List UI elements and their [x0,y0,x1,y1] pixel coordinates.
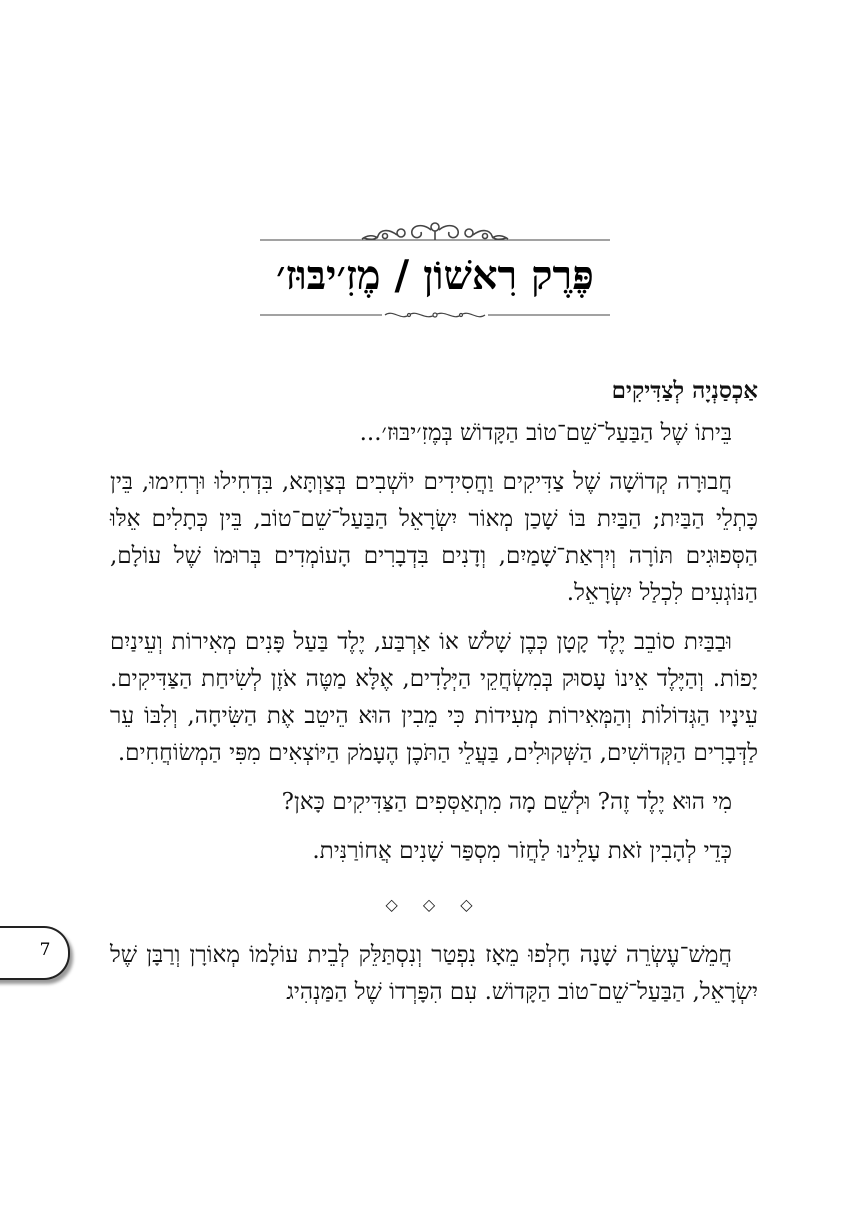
section-separator: ◇ ◇ ◇ [385,895,483,914]
ornament-bottom-icon [260,308,610,322]
paragraph-4: מִי הוּא יֶלֶד זֶה? וּלְשֵׁם מָה מִתְאַסְּפִים הַצַּדִּיקִים כָּאן? [281,789,732,815]
section-heading: אַכְסַנְיָה לְצַדִּיקִים [611,377,758,404]
paragraph-2: חֲבוּרָה קְדוֹשָׁה שֶׁל צַדִּיקִים וַחֲסִידִים יוֹשְׁבִים בְּצַוְתָּא, בִּדְחִילוּ וּרְחִימוּ, בֵּין כָּתְלֵי הַבַּיִת; הַבַּיִת בּוֹ שָׁכַן מְאוֹר יִשְׂרָאֵל הַבַּעַל־שֵׁם־טוֹב, בֵּין כְּתָלִים אֵלּוּ הַסְּפוּגִים תּוֹרָה וְיִרְאַת־שָׁמַיִם, וְדָנִים בִּדְבָרִים הָעוֹמְדִים בְּרוּמוֹ שֶׁל עוֹלָם, הַנּוֹגְעִים לִכְלַל יִשְׂרָאֵל. [110,469,758,606]
chapter-body [110,372,758,1023]
paragraph-3: וּבַבַּיִת סוֹבֵב יֶלֶד קָטָן כְּבֶן שָׁלֹשׁ אוֹ אַרְבַּע, יֶלֶד בַּעַל פָּנִים מְאִירוֹת וְעֵינַיִם יָפוֹת. וְהַיֶּלֶד אֵינוֹ עָסוּק בְּמִשְׂחֲקֵי הַיְּלָדִים, אֶלָּא מַטֶּה אֹזֶן לְשִׂיחַת הַצַּדִּיקִים. עֵינָיו הַגְּדוֹלוֹת וְהַמְּאִירוֹת מְעִידוֹת כִּי מֵבִין הוּא הֵיטֵב אֶת הַשִּׂיחָה, וְלִבּוֹ עֵר לַדְּבָרִים הַקְּדוֹשִׁים, הַשְּׁקוּלִים, בַּעֲלֵי הַתֹּכֶן הֶעָמֹק הַיּוֹצְאִים מִפִּי הַמְשׂוֹחֲחִים. [110,629,758,766]
page-number-tab [0,926,70,980]
paragraph-6: חֲמֵשׁ־עֶשְׂרֵה שָׁנָה חָלְפוּ מֵאָז נִפְטַר וְנִסְתַּלֵּק לְבֵית עוֹלָמוֹ מְאוֹרָן וְרַבָּן שֶׁל יִשְׂרָאֵל, הַבַּעַל־שֵׁם־טוֹב הַקָּדוֹשׁ. עִם הִפָּרְדוֹ שֶׁל הַמַּנְהִיג [110,942,758,1005]
ornament-top-icon [260,218,610,248]
page-number: 7 [39,940,51,960]
chapter-title: פֶּרֶק רִאשׁוֹן / מֶזִ׳יבּוּז׳ [276,252,594,299]
paragraph-1: בֵּיתוֹ שֶׁל הַבַּעַל־שֵׁם־טוֹב הַקָּדוֹשׁ בְּמֶזִ׳יבּוּז׳... [359,420,732,446]
paragraph-5: כְּדֵי לְהָבִין זֹאת עָלֵינוּ לַחֲזֹר מִסְפַּר שָׁנִים אֲחוֹרַנִּית. [312,838,732,864]
